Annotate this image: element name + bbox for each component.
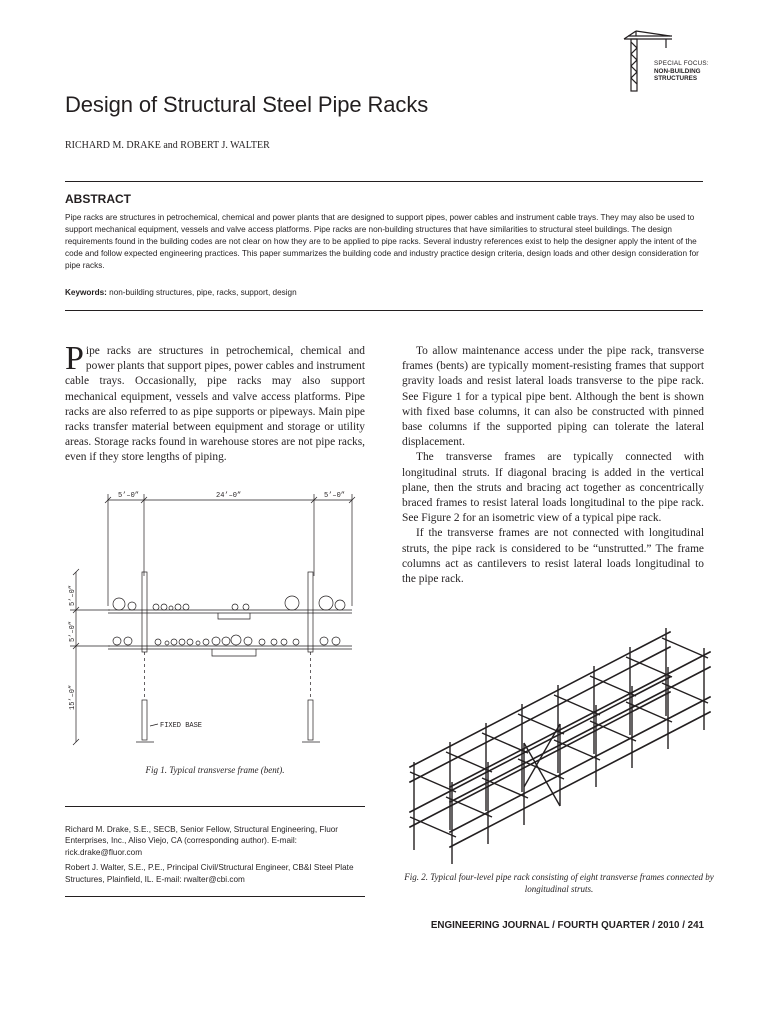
author-affiliations xyxy=(65,824,365,889)
body-column-right xyxy=(402,344,704,587)
affiliation-entry: Robert J. Walter, S.E., P.E., Principal Civil/Structural Engineer, CB&I Steel Plate Structures, Plainfield, IL. E-mail: rwalter@cbi.com xyxy=(65,863,354,884)
figure-1-transverse-frame xyxy=(70,486,370,758)
figure-2-isometric-pipe-rack xyxy=(400,612,718,867)
body-paragraph: Pipe racks are structures in petrochemical, chemical and power plants that support pipes, power cables and instrument cable trays. Occasionally, pipe racks may also support mechanical equipment, vessels and valve access platforms. Pipe racks are also referred to as pipe supports or pipeways. Main pipe racks transfer material between equipment and storage or utility areas. Storage racks found in warehouse stores are not pipe racks, even if they store lengths of piping. xyxy=(65,340,365,464)
figure-2-caption: Fig. 2. Typical four-level pipe rack consisting of eight transverse frames connected by longitudinal struts. xyxy=(404,872,714,894)
keywords-label: Keywords: xyxy=(65,288,107,297)
abstract-top-rule xyxy=(65,181,703,182)
abstract-text: Pipe racks are structures in petrochemical, chemical and power plants that are designed to support pipes, power cables and instrument cable trays. They may also be used to support mechanical equipment, vessels and valve access platforms. Pipe racks are non-building structures that have similarities to structural steel buildings. The design requirements found in the building codes are not clear on how they are to be applied to pipe racks. Several industry references exist to help the designer apply the intent of the code and follow expected engineering practices. This paper summarizes the building code and industry practice design criteria, design loads and other design consideration for pipe racks. xyxy=(65,213,699,271)
abstract-heading: ABSTRACT xyxy=(65,192,131,206)
dim-vertical-bottom: 15’–0” xyxy=(69,684,77,710)
body-paragraph: If the transverse frames are not connected with longitudinal struts, the pipe rack is considered to be “unstrutted.” The frame columns act as cantilevers to resist lateral loads longitudinal to the pipe rack. xyxy=(402,527,704,586)
author-list: RICHARD M. DRAKE and ROBERT J. WALTER xyxy=(65,140,270,151)
article-title: Design of Structural Steel Pipe Racks xyxy=(65,92,429,117)
affiliation-bottom-rule xyxy=(65,896,365,897)
special-focus-badge xyxy=(654,60,709,83)
special-focus-topic-line1: NON-BUILDING xyxy=(654,67,701,75)
affiliation-entry: Richard M. Drake, S.E., SECB, Senior Fellow, Structural Engineering, Fluor Enterprises, Inc., Aliso Viejo, CA (corresponding author). E-mail: rick.drake@fluor.com xyxy=(65,825,339,857)
drop-cap: P xyxy=(65,340,84,377)
keywords-line xyxy=(65,288,705,297)
dim-left: 5’–0” xyxy=(118,492,140,500)
body-paragraph: The transverse frames are typically connected with longitudinal struts. If diagonal bracing is added in the vertical plane, then the struts and bracing act together as concentrically braced frames to resist lateral loads longitudinal to the pipe rack. See Figure 2 for an isometric view of a typical pipe rack. xyxy=(402,451,704,525)
affiliation-top-rule xyxy=(65,806,365,807)
dim-vertical-top: 5’–0” xyxy=(69,584,77,606)
fixed-base-label: FIXED BASE xyxy=(160,722,203,730)
page-footer: ENGINEERING JOURNAL / FOURTH QUARTER / 2010 / 241 xyxy=(430,920,704,931)
special-focus-topic-line2: STRUCTURES xyxy=(654,75,698,83)
keywords-list: non-building structures, pipe, racks, support, design xyxy=(109,288,297,297)
special-focus-label: SPECIAL FOCUS: xyxy=(654,60,709,67)
body-column-left xyxy=(65,340,365,466)
body-paragraph: To allow maintenance access under the pipe rack, transverse frames (bents) are typically moment-resisting frames that support gravity loads and resist lateral loads transverse to the pipe rack. See Figure 1 for a typical pipe bent. Although the bent is shown with fixed base columns, it can also be constructed with pinned base columns if the supported piping can tolerate the lateral displacement. xyxy=(402,345,704,449)
dim-vertical-middle: 5’–0” xyxy=(69,620,77,642)
dim-right: 5’–0” xyxy=(324,492,346,500)
dim-center: 24’–0” xyxy=(216,492,242,500)
abstract-bottom-rule xyxy=(65,310,703,311)
figure-1-caption: Fig 1. Typical transverse frame (bent). xyxy=(145,765,285,775)
